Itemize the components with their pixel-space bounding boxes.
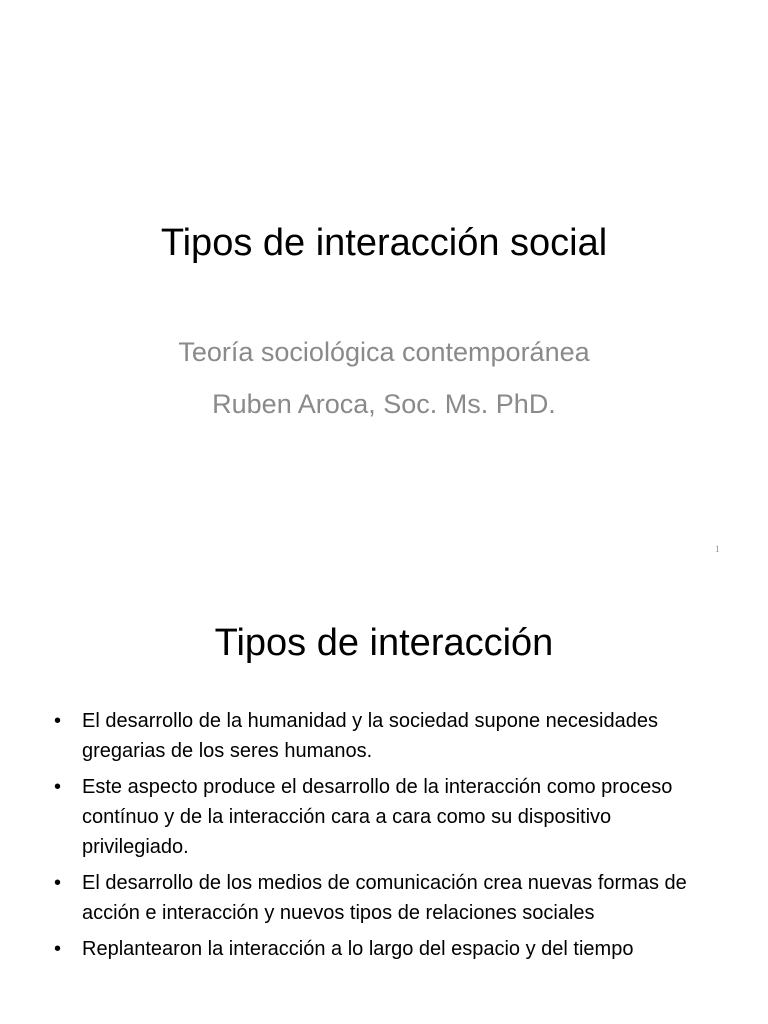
list-item-text: El desarrollo de los medios de comunicación crea nuevas formas de acción e interacción y nuevos tipos de relaciones sociales xyxy=(82,872,687,924)
slide-subtitle xyxy=(0,334,768,438)
list-item-text: Este aspecto produce el desarrollo de la interacción como proceso contínuo y de la interacción cara a cara como su dispositivo privilegiado. xyxy=(82,776,673,858)
bullet-icon: • xyxy=(54,776,62,798)
list-item xyxy=(50,868,710,928)
bullet-icon: • xyxy=(54,710,62,732)
bullet-list xyxy=(50,706,710,970)
slide-title-heading: Tipos de interacción social xyxy=(160,222,608,264)
bullet-icon: • xyxy=(54,938,62,960)
slide-content xyxy=(0,576,768,1024)
slide-content-heading: Tipos de interacción xyxy=(214,622,554,664)
list-item xyxy=(50,706,710,766)
list-item xyxy=(50,934,710,964)
subtitle-course: Teoría sociológica contemporánea xyxy=(178,337,590,367)
list-item-text: Replantearon la interacción a lo largo del espacio y del tiempo xyxy=(82,938,634,960)
bullet-icon: • xyxy=(54,872,62,894)
list-item-text: El desarrollo de la humanidad y la sociedad supone necesidades gregarias de los seres humanos. xyxy=(82,710,658,762)
list-item xyxy=(50,772,710,862)
subtitle-author: Ruben Aroca, Soc. Ms. PhD. xyxy=(212,389,556,419)
page-number: 1 xyxy=(715,544,720,554)
